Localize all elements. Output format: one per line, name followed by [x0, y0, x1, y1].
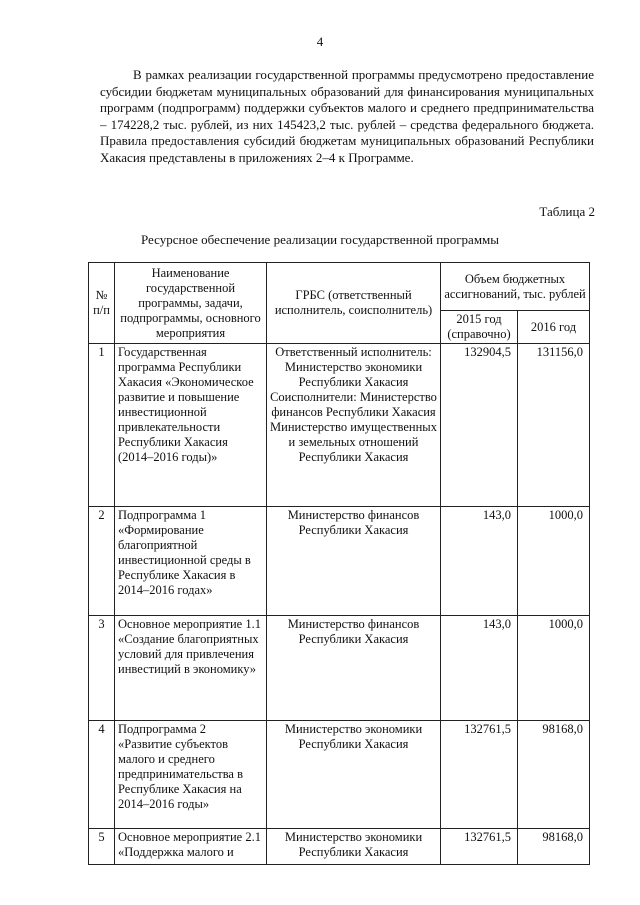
header-2015: 2015 год (справочно) [441, 311, 518, 344]
header-2016: 2016 год [518, 311, 590, 344]
header-budget: Объем бюджетных ассигнований, тыс. рублей [441, 263, 590, 311]
row-name: Государственная программа Республики Хакасия «Экономическое развитие и повышение инвестиционной привлекательности Республики Хакасия (2014–2016 годы)» [115, 344, 267, 507]
row-value-2015: 143,0 [441, 507, 518, 616]
row-name: Основное мероприятие 1.1 «Создание благоприятных условий для привлечения инвестиций в экономику» [115, 616, 267, 721]
row-grbs: Министерство экономики Республики Хакасия [267, 721, 441, 829]
row-grbs: Министерство финансов Республики Хакасия [267, 507, 441, 616]
row-value-2016: 131156,0 [518, 344, 590, 507]
row-value-2016: 1000,0 [518, 616, 590, 721]
page-number: 4 [316, 34, 324, 49]
row-value-2015: 143,0 [441, 616, 518, 721]
header-grbs: ГРБС (ответственный исполнитель, соисполнитель) [267, 263, 441, 344]
row-grbs: Министерство финансов Республики Хакасия [267, 616, 441, 721]
table-label: Таблица 2 [539, 204, 595, 219]
body-paragraph: В рамках реализации государственной программы предусмотрено предоставление субсидии бюджетам муниципальных образований для финансирования муниципальных программ (подпрограмм) поддержки субъектов малого и среднего предпринимательства – 174228,2 тыс. рублей, из них 145423,2 тыс. рублей – средства федерального бюджета. Правила предоставления субсидий бюджетам муниципальных образований Республики Хакасия представлены в приложениях 2–4 к Программе. [100, 67, 594, 165]
table-row [89, 616, 590, 721]
row-name: Подпрограмма 2 «Развитие субъектов малого и среднего предпринимательства в Республике Хакасия на 2014–2016 годы» [115, 721, 267, 829]
table-row [89, 829, 590, 865]
table-title: Ресурсное обеспечение реализации государственной программы [140, 232, 500, 247]
row-num: 4 [89, 721, 115, 829]
table-row [89, 507, 590, 616]
table-header-row [89, 263, 590, 311]
row-value-2015: 132904,5 [441, 344, 518, 507]
table-row [89, 721, 590, 829]
row-value-2015: 132761,5 [441, 721, 518, 829]
row-value-2015: 132761,5 [441, 829, 518, 865]
row-name: Подпрограмма 1 «Формирование благоприятной инвестиционной среды в Республике Хакасия в 2014–2016 годах» [115, 507, 267, 616]
row-num: 1 [89, 344, 115, 507]
row-name: Основное мероприятие 2.1 «Поддержка малого и [115, 829, 267, 865]
row-num: 2 [89, 507, 115, 616]
header-num: № п/п [89, 263, 115, 344]
row-value-2016: 98168,0 [518, 721, 590, 829]
row-num: 5 [89, 829, 115, 865]
row-value-2016: 1000,0 [518, 507, 590, 616]
row-num: 3 [89, 616, 115, 721]
header-name: Наименование государственной программы, задачи, подпрограммы, основного мероприятия [115, 263, 267, 344]
row-grbs: Ответственный исполнитель: Министерство экономики Республики Хакасия Соисполнители: Министерство финансов Республики Хакасия Министерство имущественных и земельных отношений Республики Хакасия [267, 344, 441, 507]
resource-table [88, 262, 590, 865]
row-grbs: Министерство экономики Республики Хакасия [267, 829, 441, 865]
table-row [89, 344, 590, 507]
row-value-2016: 98168,0 [518, 829, 590, 865]
